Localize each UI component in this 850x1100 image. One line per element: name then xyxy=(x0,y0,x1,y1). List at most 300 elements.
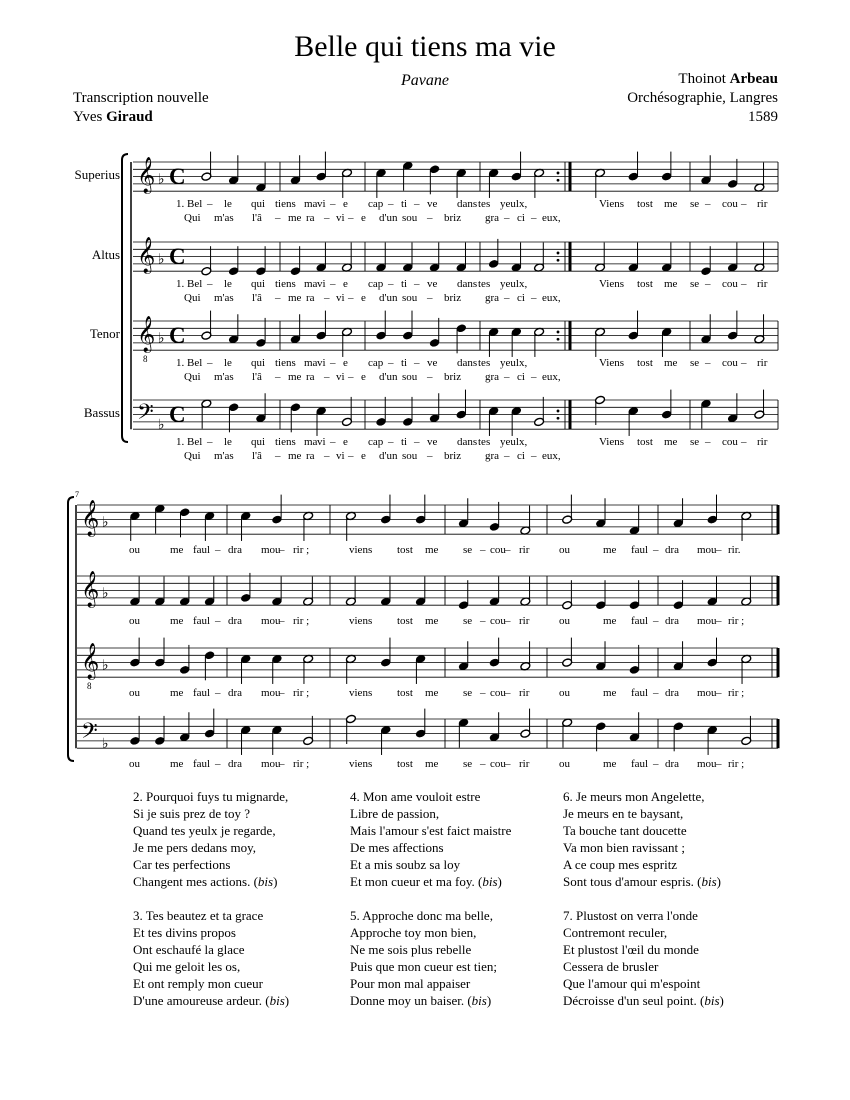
transcriber-name: Yves Giraud xyxy=(73,109,153,125)
lyric-word: e xyxy=(361,212,366,224)
lyric-word: – xyxy=(741,198,747,210)
lyric-word: 1. Bel xyxy=(176,198,203,210)
lyric-word: – xyxy=(275,212,281,224)
lyric-word: – xyxy=(531,212,537,224)
octave-mark: 8 xyxy=(87,681,92,691)
lyric-word: – xyxy=(388,436,394,448)
lyric-word: – xyxy=(480,758,486,770)
lyric-word: e xyxy=(343,198,348,210)
verse-5: 5. Approche donc ma belle, Approche toy mon bien, Ne me sois plus rebelle Puis que mon cueur est tien; Pour mon mal appaiser Donne moy un baiser. (bis) xyxy=(350,908,497,1008)
lyric-word: se xyxy=(463,758,473,770)
lyric-word: ti xyxy=(401,357,408,369)
lyric-word: mou xyxy=(697,687,717,699)
lyric-word: yeulx, xyxy=(500,357,528,369)
measure-number: 7 xyxy=(75,490,79,499)
lyric-word: gra xyxy=(485,450,500,462)
lyric-word: – xyxy=(716,758,722,770)
lyric-word: ti xyxy=(401,436,408,448)
time-signature: C xyxy=(169,244,186,269)
lyric-word: – xyxy=(505,687,511,699)
lyric-word: me xyxy=(664,436,678,448)
lyric-word: tost xyxy=(637,357,653,369)
voice-label-bassus: Bassus xyxy=(83,405,120,420)
lyric-word: rir xyxy=(757,436,768,448)
lyric-word: tost xyxy=(637,278,653,290)
lyric-word: cou xyxy=(490,544,506,556)
lyric-word: tiens xyxy=(275,357,296,369)
lyric-word: mou xyxy=(261,544,281,556)
lyric-word: – xyxy=(330,357,336,369)
lyric-word: vi xyxy=(317,436,326,448)
lyric-word: le xyxy=(224,436,232,448)
lyric-word: faul xyxy=(193,615,211,627)
lyric-word: – xyxy=(215,544,221,556)
lyric-word: Qui xyxy=(184,450,201,462)
lyric-word: faul xyxy=(631,687,649,699)
lyric-word: rir xyxy=(519,615,530,627)
lyric-word: rir ; xyxy=(728,758,745,770)
lyric-word: briz xyxy=(444,292,462,304)
lyric-word: l'â xyxy=(252,292,262,304)
lyric-word: ou xyxy=(559,544,570,556)
lyric-word: – xyxy=(330,436,336,448)
lyric-word: – xyxy=(275,450,281,462)
lyric-word: – xyxy=(414,357,420,369)
key-signature-flat: ♭ xyxy=(158,417,165,433)
lyric-word: – xyxy=(504,212,510,224)
lyric-word: – xyxy=(504,371,510,383)
lyric-word: ve xyxy=(427,278,438,290)
lyric-word: ou xyxy=(129,687,140,699)
lyric-word: – xyxy=(279,615,285,627)
lyric-word: me xyxy=(664,357,678,369)
verse-column-2 xyxy=(350,788,550,1026)
lyric-word: – xyxy=(427,212,433,224)
lyric-word: e xyxy=(361,371,366,383)
lyric-word: dans xyxy=(457,436,478,448)
lyric-word: e xyxy=(343,357,348,369)
lyric-word: – xyxy=(531,292,537,304)
lyric-word: me xyxy=(288,450,302,462)
lyric-word: briz xyxy=(444,450,462,462)
lyric-word: e xyxy=(361,292,366,304)
clef-icon: 𝄞 xyxy=(81,643,100,678)
lyric-word: – xyxy=(330,198,336,210)
lyric-word: ra xyxy=(306,212,315,224)
lyric-word: cap xyxy=(368,436,384,448)
lyric-word: ou xyxy=(559,758,570,770)
lyric-word: mou xyxy=(261,615,281,627)
lyric-word: ou xyxy=(559,687,570,699)
lyric-word: – xyxy=(741,436,747,448)
lyric-word: ou xyxy=(129,758,140,770)
lyric-word: ti xyxy=(401,198,408,210)
lyric-word: 1. Bel xyxy=(176,357,203,369)
lyric-word: – xyxy=(388,278,394,290)
transcription-label: Transcription nouvelle xyxy=(73,90,209,106)
lyric-word: – xyxy=(480,615,486,627)
clef-icon: 𝄞 xyxy=(137,237,156,272)
lyric-word: – xyxy=(505,544,511,556)
lyric-word: cou xyxy=(722,198,738,210)
lyric-word: – xyxy=(207,436,213,448)
composer-name: Thoinot Arbeau xyxy=(678,71,778,87)
time-signature: C xyxy=(169,164,186,189)
subtitle: Pavane xyxy=(401,72,449,89)
lyric-word: ci xyxy=(517,212,525,224)
lyric-word: me xyxy=(288,212,302,224)
key-signature-flat: ♭ xyxy=(102,658,109,674)
lyric-word: me xyxy=(425,758,439,770)
repeat-dot xyxy=(557,331,560,334)
lyric-word: dans xyxy=(457,278,478,290)
lyric-word: – xyxy=(330,278,336,290)
lyric-word: – xyxy=(388,198,394,210)
repeat-dot xyxy=(557,259,560,262)
lyric-word: me xyxy=(664,278,678,290)
lyric-word: ma xyxy=(304,357,318,369)
verse-4: 4. Mon ame vouloit estre Libre de passion, Mais l'amour s'est faict maistre De mes affections Et a mis soubz sa loy Et mon cueur et ma foy. (bis) xyxy=(350,789,512,889)
lyric-word: mou xyxy=(261,687,281,699)
lyric-word: cap xyxy=(368,198,384,210)
lyric-word: Qui xyxy=(184,371,201,383)
lyric-word: se xyxy=(463,687,473,699)
lyric-word: m'as xyxy=(214,450,234,462)
lyric-word: – xyxy=(741,357,747,369)
lyric-word: e xyxy=(343,436,348,448)
lyric-word: cap xyxy=(368,278,384,290)
page-title: Belle qui tiens ma vie xyxy=(294,30,556,63)
lyric-word: me xyxy=(425,615,439,627)
source-year: 1589 xyxy=(748,109,778,125)
lyric-word: – xyxy=(480,687,486,699)
lyric-word: dans xyxy=(457,357,478,369)
lyric-word: – xyxy=(275,292,281,304)
lyric-word: d'un xyxy=(379,371,398,383)
lyric-word: mou xyxy=(697,544,717,556)
lyric-word: sou xyxy=(402,450,418,462)
octave-mark: 8 xyxy=(143,354,148,364)
lyric-word: me xyxy=(170,758,184,770)
lyric-word: faul xyxy=(631,544,649,556)
lyric-word: se xyxy=(690,436,700,448)
lyric-word: – xyxy=(324,450,330,462)
lyric-word: – xyxy=(505,758,511,770)
lyric-word: vi xyxy=(336,292,345,304)
lyric-word: tes xyxy=(478,278,491,290)
lyric-word: – xyxy=(207,198,213,210)
lyric-word: vi xyxy=(317,198,326,210)
key-signature-flat: ♭ xyxy=(158,252,165,268)
lyric-word: – xyxy=(427,371,433,383)
lyric-word: ma xyxy=(304,278,318,290)
lyric-word: cou xyxy=(490,687,506,699)
lyric-word: – xyxy=(716,615,722,627)
lyric-word: – xyxy=(207,278,213,290)
lyric-word: faul xyxy=(193,687,211,699)
lyric-word: Viens xyxy=(599,357,625,369)
lyric-word: qui xyxy=(251,436,266,448)
lyric-word: eux, xyxy=(542,371,561,383)
time-signature: C xyxy=(169,323,186,348)
lyric-word: rir ; xyxy=(293,687,310,699)
key-signature-flat: ♭ xyxy=(102,736,109,752)
lyric-word: briz xyxy=(444,212,462,224)
lyric-word: rir ; xyxy=(728,687,745,699)
lyric-word: me xyxy=(170,544,184,556)
lyric-word: – xyxy=(207,357,213,369)
lyric-word: – xyxy=(705,198,711,210)
lyric-word: me xyxy=(288,371,302,383)
lyric-word: le xyxy=(224,278,232,290)
lyric-word: rir xyxy=(519,758,530,770)
lyric-word: – xyxy=(480,544,486,556)
lyric-word: me xyxy=(603,615,617,627)
lyric-word: Viens xyxy=(599,278,625,290)
system-bracket xyxy=(122,154,128,442)
lyric-word: rir ; xyxy=(293,758,310,770)
source-name: Orchésographie, Langres xyxy=(627,90,778,106)
lyric-word: le xyxy=(224,198,232,210)
lyric-word: tes xyxy=(478,436,491,448)
lyric-word: tiens xyxy=(275,278,296,290)
lyric-word: – xyxy=(705,436,711,448)
lyric-word: e xyxy=(343,278,348,290)
lyric-word: dra xyxy=(228,758,243,770)
lyric-word: m'as xyxy=(214,371,234,383)
key-signature-flat: ♭ xyxy=(102,515,109,531)
lyric-word: me xyxy=(170,687,184,699)
lyric-word: l'â xyxy=(252,450,262,462)
lyric-word: me xyxy=(288,292,302,304)
lyric-word: – xyxy=(388,357,394,369)
lyric-word: cou xyxy=(490,758,506,770)
lyric-word: gra xyxy=(485,212,500,224)
lyric-word: faul xyxy=(193,544,211,556)
lyric-word: – xyxy=(531,450,537,462)
lyric-word: viens xyxy=(349,758,373,770)
lyric-word: dra xyxy=(665,758,680,770)
lyric-word: ou xyxy=(129,615,140,627)
lyric-word: – xyxy=(324,212,330,224)
lyric-word: – xyxy=(279,687,285,699)
lyric-word: dra xyxy=(665,615,680,627)
lyric-word: ra xyxy=(306,371,315,383)
lyric-word: dans xyxy=(457,198,478,210)
lyric-word: tost xyxy=(637,436,653,448)
lyric-word: le xyxy=(224,357,232,369)
lyric-word: d'un xyxy=(379,450,398,462)
lyric-word: Viens xyxy=(599,198,625,210)
lyric-word: viens xyxy=(349,615,373,627)
time-signature: C xyxy=(169,402,186,427)
lyric-word: ci xyxy=(517,292,525,304)
lyric-word: viens xyxy=(349,687,373,699)
lyric-word: – xyxy=(279,544,285,556)
lyric-word: – xyxy=(279,758,285,770)
lyric-word: yeulx, xyxy=(500,278,528,290)
lyric-word: vi xyxy=(317,278,326,290)
lyric-word: tost xyxy=(397,758,413,770)
lyric-word: – xyxy=(716,687,722,699)
lyric-word: cou xyxy=(722,357,738,369)
lyric-word: dra xyxy=(665,687,680,699)
clef-icon: 𝄢 xyxy=(137,400,154,429)
lyric-word: faul xyxy=(631,615,649,627)
lyric-word: ve xyxy=(427,357,438,369)
lyric-word: ma xyxy=(304,198,318,210)
lyric-word: – xyxy=(275,371,281,383)
lyric-word: – xyxy=(504,292,510,304)
lyric-word: – xyxy=(324,371,330,383)
lyric-word: dra xyxy=(228,544,243,556)
lyric-word: – xyxy=(505,615,511,627)
lyric-word: rir xyxy=(757,357,768,369)
lyric-word: vi xyxy=(336,371,345,383)
verse-7: 7. Plustost on verra l'onde Contremont reculer, Et plustost l'œil du monde Cessera de brusler Que l'amour qui m'espoint Décroisse d'un seul point. (bis) xyxy=(563,908,724,1008)
clef-icon: 𝄞 xyxy=(81,500,100,535)
lyric-word: eux, xyxy=(542,450,561,462)
lyric-word: me xyxy=(170,615,184,627)
lyric-word: tost xyxy=(397,687,413,699)
lyric-word: – xyxy=(414,198,420,210)
voice-label-superius: Superius xyxy=(74,167,120,182)
lyric-word: faul xyxy=(193,758,211,770)
lyric-word: dra xyxy=(228,687,243,699)
lyric-word: ma xyxy=(304,436,318,448)
verse-2: 2. Pourquoi fuys tu mignarde, Si je suis prez de toy ? Quand tes yeulx je regarde, Je me pers dedans moy, Car tes perfections Changent mes actions. (bis) xyxy=(133,789,289,889)
lyric-word: faul xyxy=(631,758,649,770)
lyric-word: m'as xyxy=(214,292,234,304)
lyric-word: ou xyxy=(559,615,570,627)
lyric-word: eux, xyxy=(542,292,561,304)
clef-icon: 𝄢 xyxy=(81,719,98,748)
lyric-word: vi xyxy=(317,357,326,369)
lyric-word: – xyxy=(653,615,659,627)
lyric-word: se xyxy=(463,544,473,556)
lyric-word: ra xyxy=(306,292,315,304)
lyric-word: – xyxy=(716,544,722,556)
lyric-word: tost xyxy=(397,544,413,556)
clef-icon: 𝄞 xyxy=(81,571,100,606)
lyric-word: me xyxy=(603,544,617,556)
lyric-word: rir ; xyxy=(728,615,745,627)
repeat-dot xyxy=(557,417,560,420)
lyric-word: – xyxy=(215,687,221,699)
verse-column-1 xyxy=(133,788,333,1026)
clef-icon: 𝄞 xyxy=(137,157,156,192)
lyric-word: yeulx, xyxy=(500,436,528,448)
lyric-word: – xyxy=(414,436,420,448)
lyric-word: rir ; xyxy=(293,615,310,627)
verse-3: 3. Tes beautez et ta grace Et tes divins propos Ont eschaufé la glace Qui me geloit les os, Et ont remply mon cueur D'une amoureuse ardeur. (bis) xyxy=(133,908,290,1008)
lyric-word: tiens xyxy=(275,198,296,210)
lyric-word: qui xyxy=(251,357,266,369)
lyric-word: – xyxy=(348,292,354,304)
lyric-word: tost xyxy=(637,198,653,210)
verse-column-3 xyxy=(563,788,763,1026)
lyric-word: – xyxy=(504,450,510,462)
lyric-word: se xyxy=(690,357,700,369)
lyric-word: d'un xyxy=(379,292,398,304)
lyric-word: viens xyxy=(349,544,373,556)
key-signature-flat: ♭ xyxy=(102,586,109,602)
lyric-word: me xyxy=(603,758,617,770)
lyric-word: tost xyxy=(397,615,413,627)
lyric-word: rir xyxy=(757,198,768,210)
lyric-word: dra xyxy=(228,615,243,627)
lyric-word: se xyxy=(690,278,700,290)
lyric-word: l'â xyxy=(252,212,262,224)
lyric-word: tes xyxy=(478,198,491,210)
lyric-word: ve xyxy=(427,198,438,210)
lyric-word: e xyxy=(361,450,366,462)
lyric-word: – xyxy=(324,292,330,304)
lyric-word: vi xyxy=(336,212,345,224)
lyric-word: mou xyxy=(261,758,281,770)
lyric-word: se xyxy=(463,615,473,627)
lyric-word: – xyxy=(215,758,221,770)
lyric-word: ra xyxy=(306,450,315,462)
repeat-dot xyxy=(557,338,560,341)
lyric-word: – xyxy=(705,278,711,290)
lyric-word: dra xyxy=(665,544,680,556)
voice-label-altus: Altus xyxy=(91,247,120,262)
lyric-word: cou xyxy=(722,278,738,290)
lyric-word: cap xyxy=(368,357,384,369)
lyric-word: gra xyxy=(485,292,500,304)
lyric-word: 1. Bel xyxy=(176,278,203,290)
lyric-word: ti xyxy=(401,278,408,290)
lyric-word: – xyxy=(427,292,433,304)
lyric-word: sou xyxy=(402,371,418,383)
lyric-word: ci xyxy=(517,371,525,383)
key-signature-flat: ♭ xyxy=(158,331,165,347)
lyric-word: rir xyxy=(519,687,530,699)
lyric-word: me xyxy=(425,544,439,556)
lyric-word: ci xyxy=(517,450,525,462)
lyric-word: qui xyxy=(251,278,266,290)
lyric-word: yeulx, xyxy=(500,198,528,210)
lyric-word: – xyxy=(348,371,354,383)
lyric-word: mou xyxy=(697,758,717,770)
lyric-word: – xyxy=(653,544,659,556)
lyric-word: d'un xyxy=(379,212,398,224)
lyric-word: – xyxy=(741,278,747,290)
system-bracket xyxy=(68,497,74,761)
lyric-word: tiens xyxy=(275,436,296,448)
repeat-dot xyxy=(557,172,560,175)
lyric-word: – xyxy=(348,450,354,462)
lyric-word: m'as xyxy=(214,212,234,224)
lyric-word: – xyxy=(215,615,221,627)
clef-icon: 𝄞 xyxy=(137,316,156,351)
lyric-word: cou xyxy=(722,436,738,448)
lyric-word: sou xyxy=(402,292,418,304)
lyric-word: me xyxy=(664,198,678,210)
lyric-word: 1. Bel xyxy=(176,436,203,448)
lyric-word: rir. xyxy=(728,544,741,556)
lyric-word: se xyxy=(690,198,700,210)
lyric-word: tes xyxy=(478,357,491,369)
lyric-word: me xyxy=(603,687,617,699)
lyric-word: l'â xyxy=(252,371,262,383)
lyric-word: Qui xyxy=(184,212,201,224)
lyric-word: ou xyxy=(129,544,140,556)
lyric-word: sou xyxy=(402,212,418,224)
lyric-word: Qui xyxy=(184,292,201,304)
lyric-word: ve xyxy=(427,436,438,448)
